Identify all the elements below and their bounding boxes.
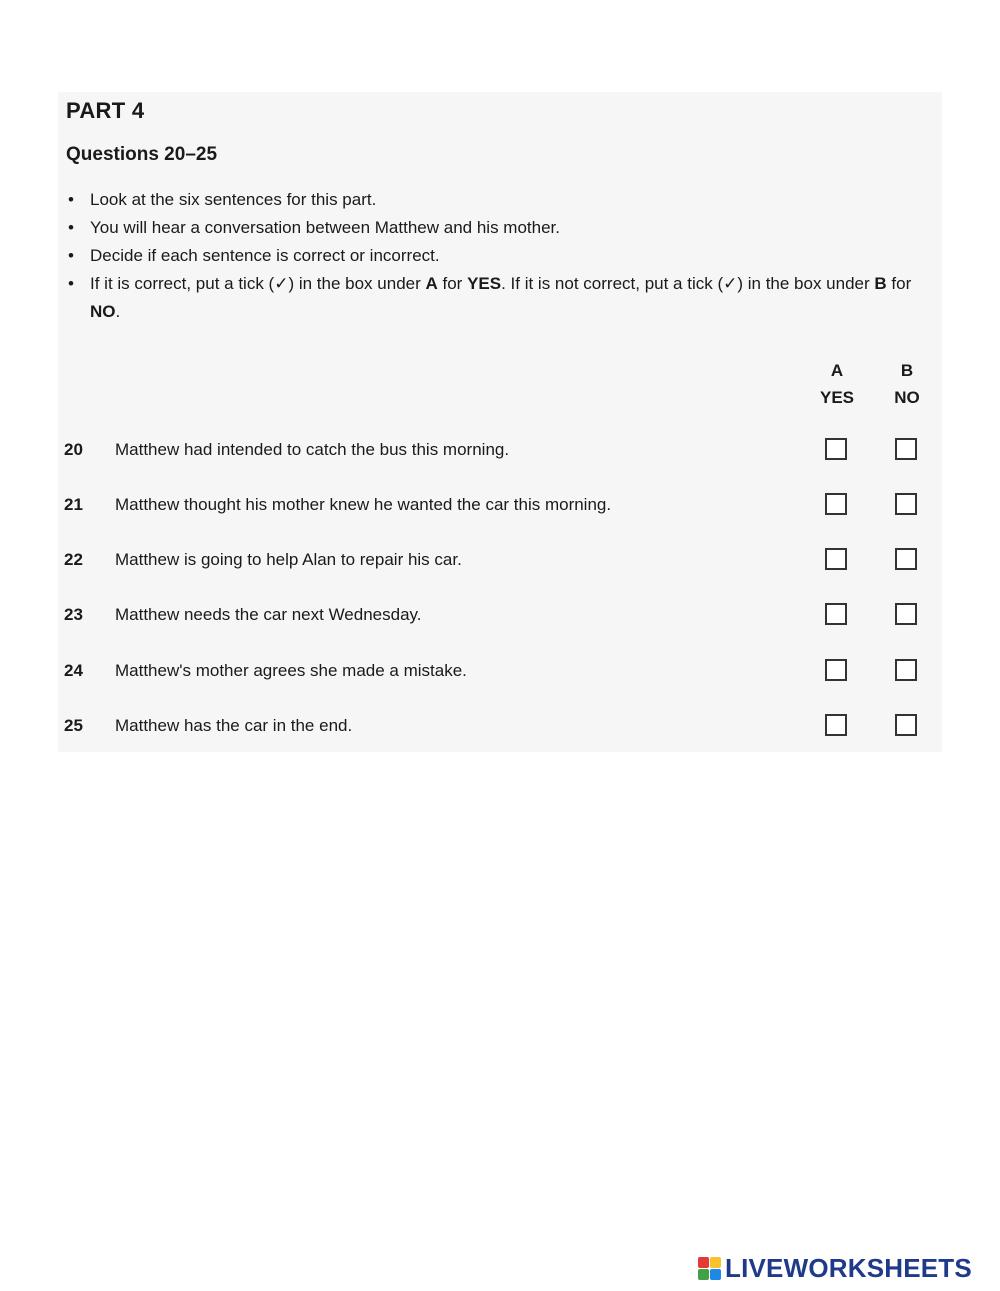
answer-box-no[interactable] — [895, 438, 917, 460]
column-a-label: YES — [819, 388, 855, 407]
question-text: Matthew's mother agrees she made a mistake. — [115, 661, 467, 680]
logo-tile — [710, 1269, 721, 1280]
question-number: 23 — [64, 605, 83, 624]
answer-box-yes[interactable] — [825, 548, 847, 570]
question-row-22 — [62, 542, 942, 582]
column-header-yes — [807, 357, 867, 411]
answer-box-no[interactable] — [895, 603, 917, 625]
instructions-list — [66, 186, 926, 326]
question-text: Matthew thought his mother knew he wanted the car this morning. — [115, 495, 612, 514]
answer-box-no[interactable] — [895, 493, 917, 515]
instruction-item — [66, 186, 926, 214]
instruction-item — [66, 214, 926, 242]
instruction-bold: B — [874, 274, 887, 293]
answer-box-no[interactable] — [895, 548, 917, 570]
part-title: PART 4 — [66, 98, 145, 123]
answer-box-yes[interactable] — [825, 438, 847, 460]
answer-box-yes[interactable] — [825, 603, 847, 625]
answer-box-yes[interactable] — [825, 493, 847, 515]
liveworksheets-brand — [698, 1253, 972, 1283]
question-row-20 — [62, 432, 942, 472]
question-row-25 — [62, 708, 942, 748]
instruction-text: Look at the six sentences for this part. — [90, 190, 377, 209]
logo-tile — [698, 1269, 709, 1280]
column-b-letter: B — [900, 361, 914, 380]
question-text: Matthew needs the car next Wednesday. — [115, 605, 422, 624]
question-number: 20 — [64, 440, 83, 459]
column-a-letter: A — [830, 361, 844, 380]
instruction-bold: A — [425, 274, 438, 293]
instruction-text: . If it is not correct, put a tick (✓) in the box under — [501, 274, 875, 293]
instruction-text: . — [115, 302, 121, 321]
column-header-no — [877, 357, 937, 411]
question-row-21 — [62, 487, 942, 527]
question-number: 25 — [64, 716, 83, 735]
instruction-text: for — [437, 274, 468, 293]
question-row-24 — [62, 653, 942, 693]
instruction-item — [66, 242, 926, 270]
answer-box-no[interactable] — [895, 659, 917, 681]
column-b-label: NO — [894, 388, 920, 407]
question-number: 24 — [64, 661, 83, 680]
brand-name: LIVEWORKSHEETS — [725, 1252, 972, 1283]
questions-range: Questions 20–25 — [66, 144, 218, 165]
instruction-text: If it is correct, put a tick (✓) in the box under — [90, 274, 426, 293]
question-row-23 — [62, 597, 942, 637]
question-text: Matthew is going to help Alan to repair his car. — [115, 550, 462, 569]
logo-tile — [710, 1257, 721, 1268]
question-text: Matthew has the car in the end. — [115, 716, 353, 735]
question-text: Matthew had intended to catch the bus this morning. — [115, 440, 510, 459]
answer-box-no[interactable] — [895, 714, 917, 736]
instruction-text: for — [886, 274, 912, 293]
answer-box-yes[interactable] — [825, 714, 847, 736]
instruction-bold: NO — [90, 302, 116, 321]
question-number: 21 — [64, 495, 83, 514]
instruction-text: Decide if each sentence is correct or incorrect. — [90, 246, 440, 265]
question-number: 22 — [64, 550, 83, 569]
instruction-item — [66, 270, 926, 326]
logo-tile — [698, 1257, 709, 1268]
instruction-text: You will hear a conversation between Matthew and his mother. — [90, 218, 560, 237]
answer-box-yes[interactable] — [825, 659, 847, 681]
instruction-bold: YES — [467, 274, 502, 293]
liveworksheets-logo-icon — [698, 1257, 721, 1280]
